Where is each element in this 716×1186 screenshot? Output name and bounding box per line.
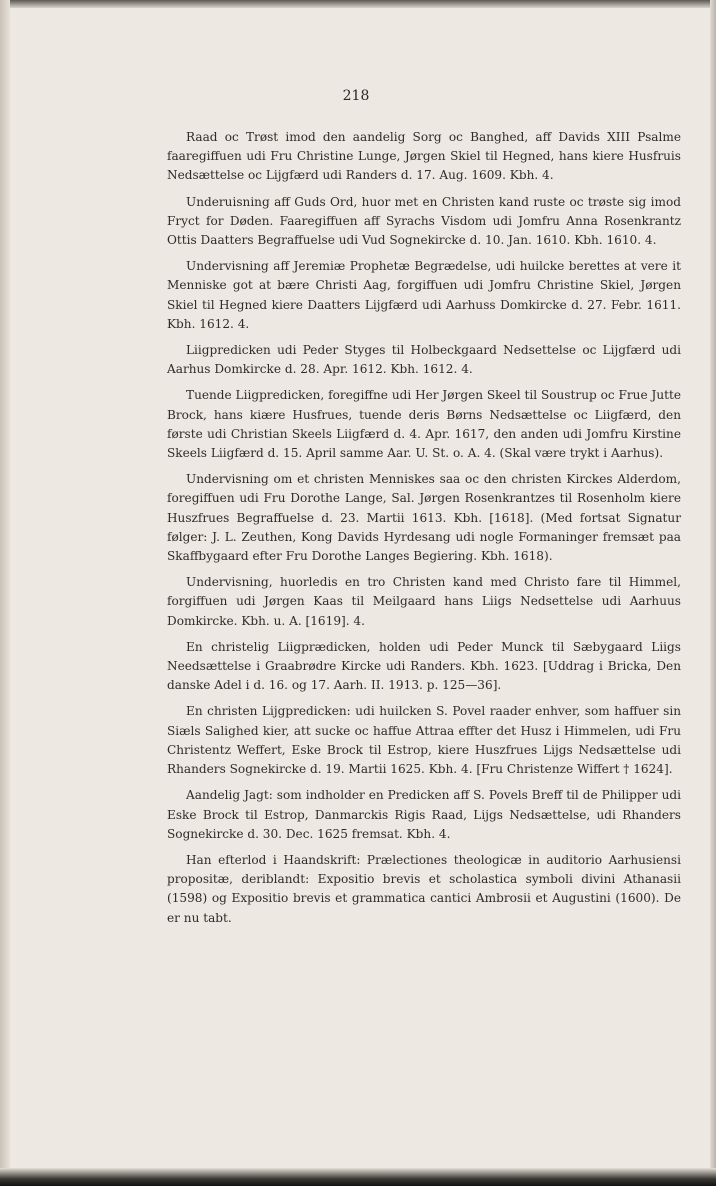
page-left-edge xyxy=(0,0,10,1186)
bibliography-entry: En christelig Liigprædicken, holden udi Peder Munck til Sæbygaard Liigs Needsættelse i Graabrødre Kircke udi Randers. Kbh. 1623. [Uddrag i Bricka, Den danske Adel i d. 16. og 17. Aarh. II. 1913. p. 125—36]. xyxy=(167,639,681,693)
page-top-edge xyxy=(0,0,716,8)
bibliography-entry: En christen Lijgpredicken: udi huilcken S. Povel raader enhver, som haffuer sin Siæls Salighed kier, att sucke oc haffue Attraa effter det Husz i Himmelen, udi Fru Christentz Weffert, Eske Brock til Estrop, kiere Huszfrues Lijgs Nedsættelse udi Rhanders Sognekircke d. 19. Martii 1625. Kbh. 4. [Fru Christenze Wiffert † 1624]. xyxy=(167,704,681,777)
bibliography-entry: Undervisning aff Jeremiæ Prophetæ Begrædelse, udi huilcke berettes at vere it Menniske got at bære Christi Aag, forgiffuen udi Jomfru Christine Skiel, Jørgen Skiel til Hegned kiere Daatters Lijgfærd udi Aarhuss Domkircke d. 27. Febr. 1611. Kbh. 1612. 4. xyxy=(167,259,681,331)
bibliography-list xyxy=(167,128,681,935)
manuscript-note: Han efterlod i Haandskrift: Prælectiones theologicæ in auditorio Aarhusiensi propositæ, deriblandt: Expositio brevis et scholastica symboli divini Athanasii (1598) og Expositio brevis et grammatica cantici Ambrosii et Augustini (1600). De er nu tabt. xyxy=(167,852,681,925)
page-bottom-edge xyxy=(0,1168,716,1186)
page-number-text: 218 xyxy=(342,88,370,104)
bibliography-entry: Underuisning aff Guds Ord, huor met en Christen kand ruste oc trøste sig imod Fryct for Døden. Faaregiffuen aff Syrachs Visdom udi Jomfru Anna Rosenkrantz Ottis Daatters Begraffuelse udi Vud Sognekircke d. 10. Jan. 1610. Kbh. 1610. 4. xyxy=(167,194,681,248)
bibliography-entry: Undervisning, huorledis en tro Christen kand med Christo fare til Himmel, forgiffuen udi Jørgen Kaas til Meilgaard hans Liigs Nedsettelse udi Aarhuus Domkircke. Kbh. u. A. [1619]. 4. xyxy=(167,575,681,628)
bibliography-entry: Liigpredicken udi Peder Styges til Holbeckgaard Nedsettelse oc Lijgfærd udi Aarhus Domkircke d. 28. Apr. 1612. Kbh. 1612. 4. xyxy=(167,343,681,377)
bibliography-entry: Undervisning om et christen Menniskes saa oc den christen Kirckes Alderdom, foregiffuen udi Fru Dorothe Lange, Sal. Jørgen Rosenkrantzes til Rosenholm kiere Huszfrues Begraffuelse d. 23. Martii 1613. Kbh. [1618]. (Med fortsat Signatur følger: J. L. Zeuthen, Kong Davids Hyrdesang udi nogle Formaninger fremsæt paa Skaffbygaard efter Fru Dorothe Langes Begiering. Kbh. 1618). xyxy=(167,472,681,564)
bibliography-entry: Aandelig Jagt: som indholder en Predicken aff S. Povels Breff til de Philipper udi Eske Brock til Estrop, Danmarckis Rigis Raad, Lijgs Nedsættelse, udi Rhanders Sognekircke d. 30. Dec. 1625 fremsat. Kbh. 4. xyxy=(167,788,681,841)
page-number xyxy=(70,88,716,104)
bibliography-entry: Tuende Liigpredicken, foregiffne udi Her Jørgen Skeel til Soustrup oc Frue Jutte Brock, hans kiære Husfrues, tuende deris Børns Nedsættelse oc Liigfærd, den første udi Christian Skeels Liigfærd d. 4. Apr. 1617, den anden udi Jomfru Kirstine Skeels Liigfærd d. 15. April samme Aar. U. St. o. A. 4. (Skal være trykt i Aarhus). xyxy=(167,388,681,461)
bibliography-entry: Raad oc Trøst imod den aandelig Sorg oc Banghed, aff Davids XIII Psalme faaregiffuen udi Fru Christine Lunge, Jørgen Skiel til Hegned, hans kiere Husfruis Nedsættelse oc Lijgfærd udi Randers d. 17. Aug. 1609. Kbh. 4. xyxy=(167,130,681,183)
page-right-edge xyxy=(710,0,716,1186)
